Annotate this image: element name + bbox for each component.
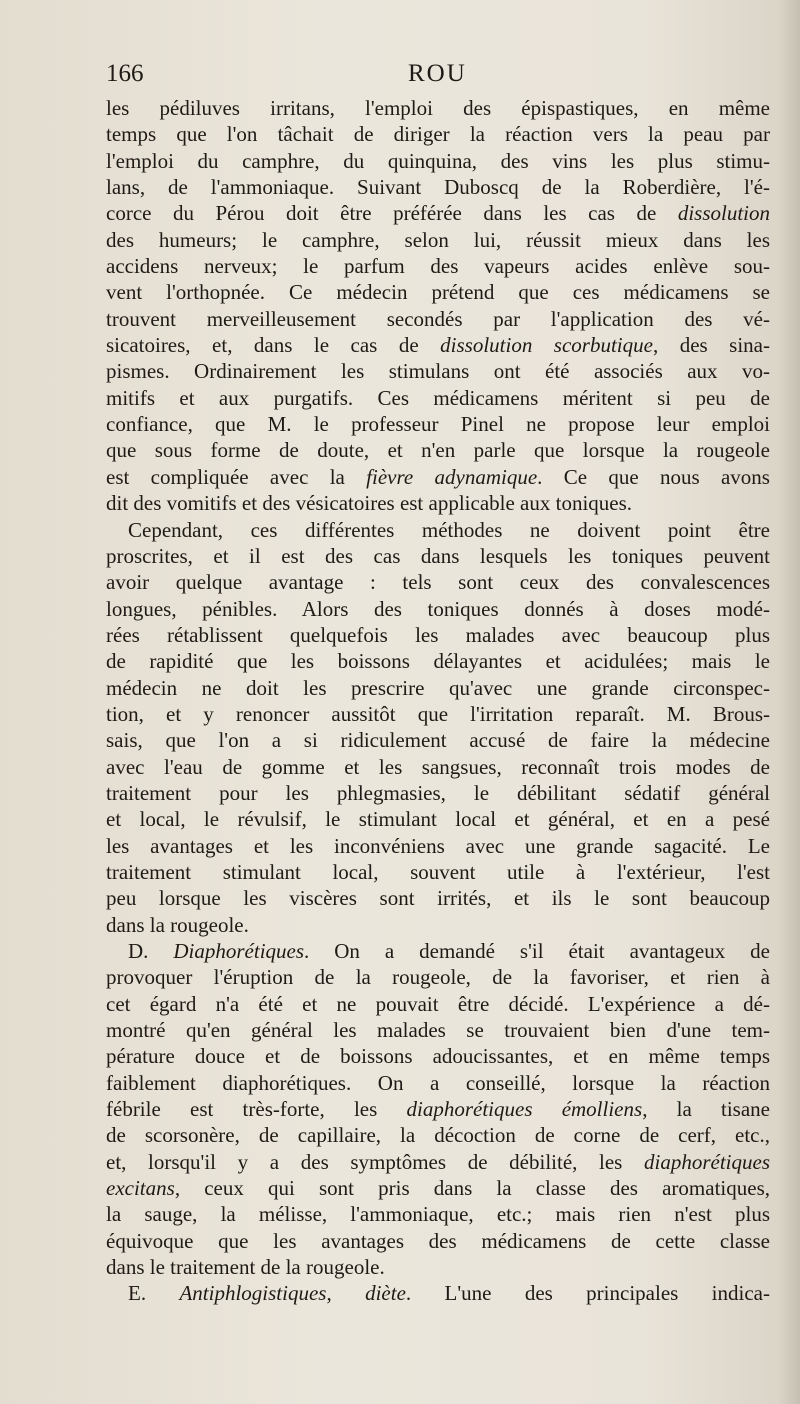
text-line: sais, que l'on a si ridiculement accusé de faire la médecine: [106, 728, 770, 753]
text-line: sicatoires, et, dans le cas de dissolution scorbutique, des sina-: [106, 333, 770, 358]
text-line: la sauge, la mélisse, l'ammoniaque, etc.; mais rien n'est plus: [106, 1202, 770, 1227]
text-line: est compliquée avec la fièvre adynamique. Ce que nous avons: [106, 464, 770, 489]
page-edge-shadow: [778, 0, 800, 1404]
text-line: les pédiluves irritans, l'emploi des épispastiques, en même: [106, 96, 770, 120]
text-line: corce du Pérou doit être préférée dans les cas de dissolution: [106, 201, 770, 226]
text-line: pérature douce et de boissons adoucissantes, et en même temps: [106, 1044, 770, 1069]
text-line: mitifs et aux purgatifs. Ces médicamens méritent si peu de: [106, 385, 770, 410]
text-line: avoir quelque avantage : tels sont ceux des convalescences: [106, 570, 770, 595]
text-line: excitans, ceux qui sont pris dans la classe des aromatiques,: [106, 1176, 770, 1201]
body-text: [106, 95, 770, 1307]
section-heading-line: D. Diaphorétiques. On a demandé s'il était avantageux de: [128, 939, 770, 963]
text-line: provoquer l'éruption de la rougeole, de la favoriser, et rien à: [106, 965, 770, 990]
text-line: que sous forme de doute, et n'en parle que lorsque la rougeole: [106, 438, 770, 463]
text-line: les avantages et les inconvéniens avec une grande sagacité. Le: [106, 833, 770, 858]
text-line: de rapidité que les boissons délayantes et acidulées; mais le: [106, 649, 770, 674]
text-line: dans la rougeole.: [106, 912, 249, 937]
text-line: longues, pénibles. Alors des toniques donnés à doses modé-: [106, 596, 770, 621]
page-number: 166: [106, 60, 144, 87]
text-line: temps que l'on tâchait de diriger la réaction vers la peau par: [106, 122, 770, 147]
text-line: l'emploi du camphre, du quinquina, des vins les plus stimu-: [106, 148, 770, 173]
text-line: proscrites, et il est des cas dans lesquels les toniques peuvent: [106, 543, 770, 568]
running-head: ROU: [408, 60, 467, 87]
section-heading-line: E. Antiphlogistiques, diète. L'une des principales indica-: [128, 1281, 770, 1306]
text-line: confiance, que M. le professeur Pinel ne propose leur emploi: [106, 412, 770, 437]
text-line: peu lorsque les viscères sont irrités, et ils le sont beaucoup: [106, 886, 770, 911]
text-line: fébrile est très-forte, les diaphorétiques émolliens, la tisane: [106, 1097, 770, 1122]
text-line: équivoque que les avantages des médicamens de cette classe: [106, 1228, 770, 1253]
paragraph-start-line: Cependant, ces différentes méthodes ne doivent point être: [128, 517, 770, 542]
text-line: montré qu'en général les malades se trouvaient bien d'une tem-: [106, 1018, 770, 1043]
text-line: dans le traitement de la rougeole.: [106, 1255, 385, 1280]
text-line: traitement pour les phlegmasies, le débilitant sédatif général: [106, 780, 770, 805]
page-header: [106, 60, 770, 92]
text-line: faiblement diaphorétiques. On a conseillé, lorsque la réaction: [106, 1070, 770, 1095]
text-line: et, lorsqu'il y a des symptômes de débilité, les diaphorétiques: [106, 1149, 770, 1174]
text-line: accidens nerveux; le parfum des vapeurs acides enlève sou-: [106, 254, 770, 279]
text-line: médecin ne doit les prescrire qu'avec une grande circonspec-: [106, 675, 770, 700]
text-line: dit des vomitifs et des vésicatoires est applicable aux toniques.: [106, 491, 633, 516]
text-line: pismes. Ordinairement les stimulans ont été associés aux vo-: [106, 359, 770, 384]
text-line: traitement stimulant local, souvent utile à l'extérieur, l'est: [106, 859, 770, 884]
text-line: et local, le révulsif, le stimulant local et général, et en a pesé: [106, 807, 770, 832]
text-line: de scorsonère, de capillaire, la décoction de corne de cerf, etc.,: [106, 1123, 770, 1148]
text-line: rées rétablissent quelquefois les malades avec beaucoup plus: [106, 622, 770, 647]
text-line: lans, de l'ammoniaque. Suivant Duboscq de la Roberdière, l'é-: [106, 175, 770, 200]
text-line: trouvent merveilleusement secondés par l'application des vé-: [106, 306, 770, 331]
text-line: avec l'eau de gomme et les sangsues, reconnaît trois modes de: [106, 754, 770, 779]
text-line: tion, et y renoncer aussitôt que l'irritation reparaît. M. Brous-: [106, 701, 770, 726]
text-line: des humeurs; le camphre, selon lui, réussit mieux dans les: [106, 227, 770, 252]
text-line: vent l'orthopnée. Ce médecin prétend que ces médicamens se: [106, 280, 770, 305]
text-line: cet égard n'a été et ne pouvait être décidé. L'expérience a dé-: [106, 991, 770, 1016]
